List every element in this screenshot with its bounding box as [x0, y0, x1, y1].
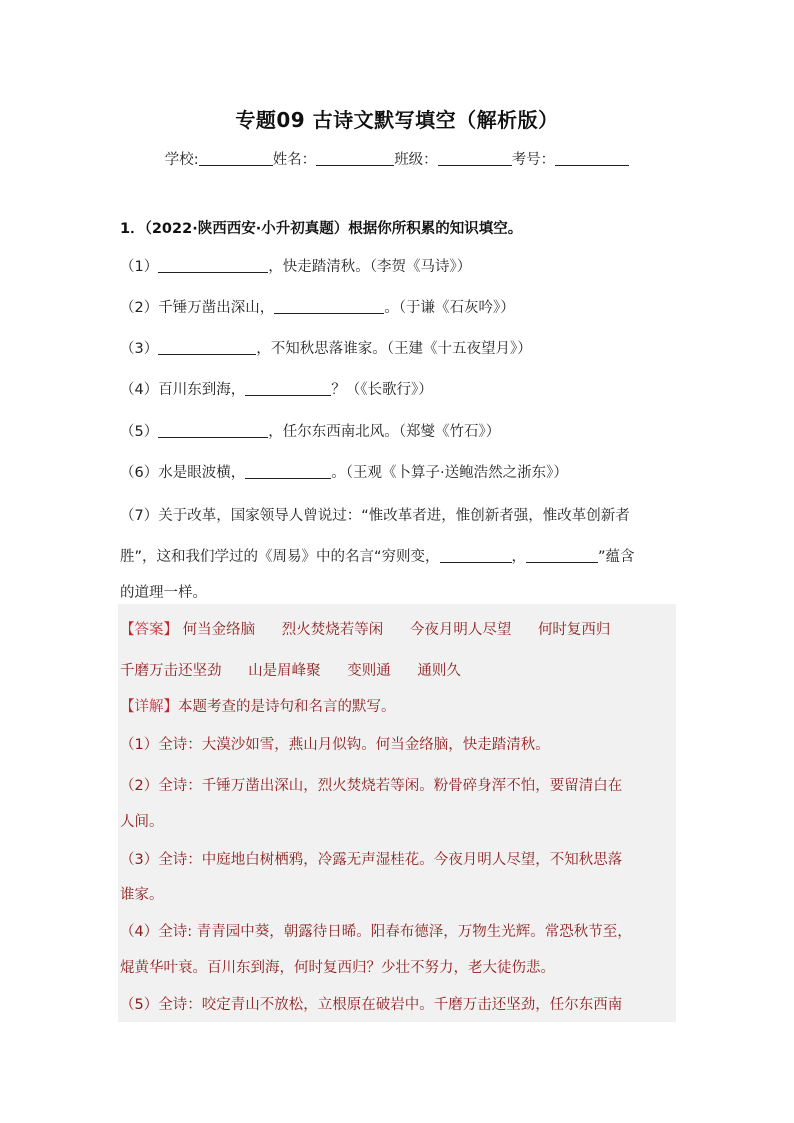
- fill-blank[interactable]: [440, 549, 512, 563]
- item-text: ？（《长歌行》）: [331, 382, 433, 398]
- name-label: 姓名：: [272, 152, 317, 168]
- class-blank[interactable]: [438, 151, 512, 166]
- class-label: 班级：: [394, 152, 438, 168]
- question-item-1: [120, 255, 471, 276]
- page-title: 专题09 古诗文默写填空（解析版）: [235, 108, 559, 132]
- fill-blank[interactable]: [526, 549, 598, 563]
- number-label: 考号：: [511, 152, 556, 168]
- question-item-3: [120, 337, 532, 358]
- item-text: （4）百川东到海，: [120, 382, 246, 398]
- question-item-7-line-3: 的道理一样。: [120, 585, 207, 601]
- item-text: ”蕴含: [598, 549, 635, 565]
- answer-row-1: [120, 618, 632, 639]
- item-text: 胜”，这和我们学过的《周易》中的名言“穷则变，: [120, 549, 440, 565]
- detail-line: （3）全诗：中庭地白树栖鸦，冷露无声湿桂花。今夜月明人尽望，不知秋思落: [120, 852, 623, 868]
- question-item-2: [120, 296, 515, 317]
- item-text: （3）: [120, 341, 159, 357]
- school-label: 学校:: [164, 152, 199, 168]
- question-item-7-line-1: （7）关于改革，国家领导人曾说过：“惟改革者进，惟创新者强，惟改革创新者: [120, 508, 630, 524]
- answer-item: 何当金络脑: [182, 622, 256, 638]
- item-text: （6）水是眼波横，: [120, 465, 246, 481]
- number-blank[interactable]: [555, 151, 629, 166]
- item-text: （5）: [120, 424, 159, 440]
- item-text: ，: [511, 549, 527, 565]
- fill-blank[interactable]: [274, 300, 384, 314]
- student-info-line: [0, 148, 794, 169]
- answer-item: 烈火焚烧若等闲: [281, 622, 384, 638]
- school-blank[interactable]: [199, 151, 273, 166]
- name-blank[interactable]: [316, 151, 394, 166]
- fill-blank[interactable]: [158, 424, 268, 438]
- answer-item: 变则通: [347, 663, 391, 679]
- answer-row-2: [120, 659, 483, 680]
- detail-line: （5）全诗：咬定青山不放松，立根原在破岩中。千磨万击还坚劲，任尔东西南: [120, 997, 623, 1013]
- fill-blank[interactable]: [158, 341, 256, 355]
- question-item-4: [120, 378, 433, 399]
- fill-blank[interactable]: [158, 259, 268, 273]
- answer-item: 何时复西归: [537, 622, 611, 638]
- detail-tag: 【详解】: [120, 699, 178, 715]
- item-text: 。（于谦《石灰吟》）: [384, 300, 515, 316]
- item-text: 。（王观《卜算子·送鲍浩然之浙东》）: [331, 465, 568, 481]
- answer-item: 千磨万击还坚劲: [120, 663, 222, 679]
- detail-intro: 本题考查的是诗句和名言的默写。: [178, 699, 396, 715]
- item-text: （2）千锤万凿出深山，: [120, 300, 275, 316]
- item-text: ，快走踏清秋。（李贺《马诗》）: [268, 259, 472, 275]
- detail-line: 谁家。: [120, 887, 164, 903]
- detail-line: 焜黄华叶衰。百川东到海，何时复西归？少壮不努力，老大徒伤悲。: [120, 960, 555, 976]
- detail-intro-line: [120, 695, 396, 716]
- detail-line: 人间。: [120, 814, 164, 830]
- item-text: ，不知秋思落谁家。（王建《十五夜望月》）: [256, 341, 532, 357]
- question-item-6: [120, 461, 568, 482]
- answer-item: 通则久: [417, 663, 461, 679]
- fill-blank[interactable]: [245, 382, 331, 396]
- detail-line: （4）全诗: 青青园中葵，朝露待日晞。阳春布德泽，万物生光辉。常恐秋节至，: [120, 924, 632, 940]
- question-item-5: [120, 420, 500, 441]
- item-text: （1）: [120, 259, 159, 275]
- answer-item: 今夜月明人尽望: [409, 622, 512, 638]
- item-text: ，任尔东西南北风。（郑燮《竹石》）: [268, 424, 501, 440]
- fill-blank[interactable]: [245, 465, 331, 479]
- answer-item: 山是眉峰聚: [248, 663, 321, 679]
- question-heading: 1．（2022·陕西西安·小升初真题）根据你所积累的知识填空。: [120, 221, 523, 237]
- answer-tag: 【答案】: [120, 622, 178, 638]
- detail-line: （1）全诗：大漠沙如雪，燕山月似钩。何当金络脑，快走踏清秋。: [120, 737, 550, 753]
- question-item-7-line-2: [120, 545, 635, 566]
- detail-line: （2）全诗：千锤万凿出深山，烈火焚烧若等闲。粉骨碎身浑不怕，要留清白在: [120, 778, 623, 794]
